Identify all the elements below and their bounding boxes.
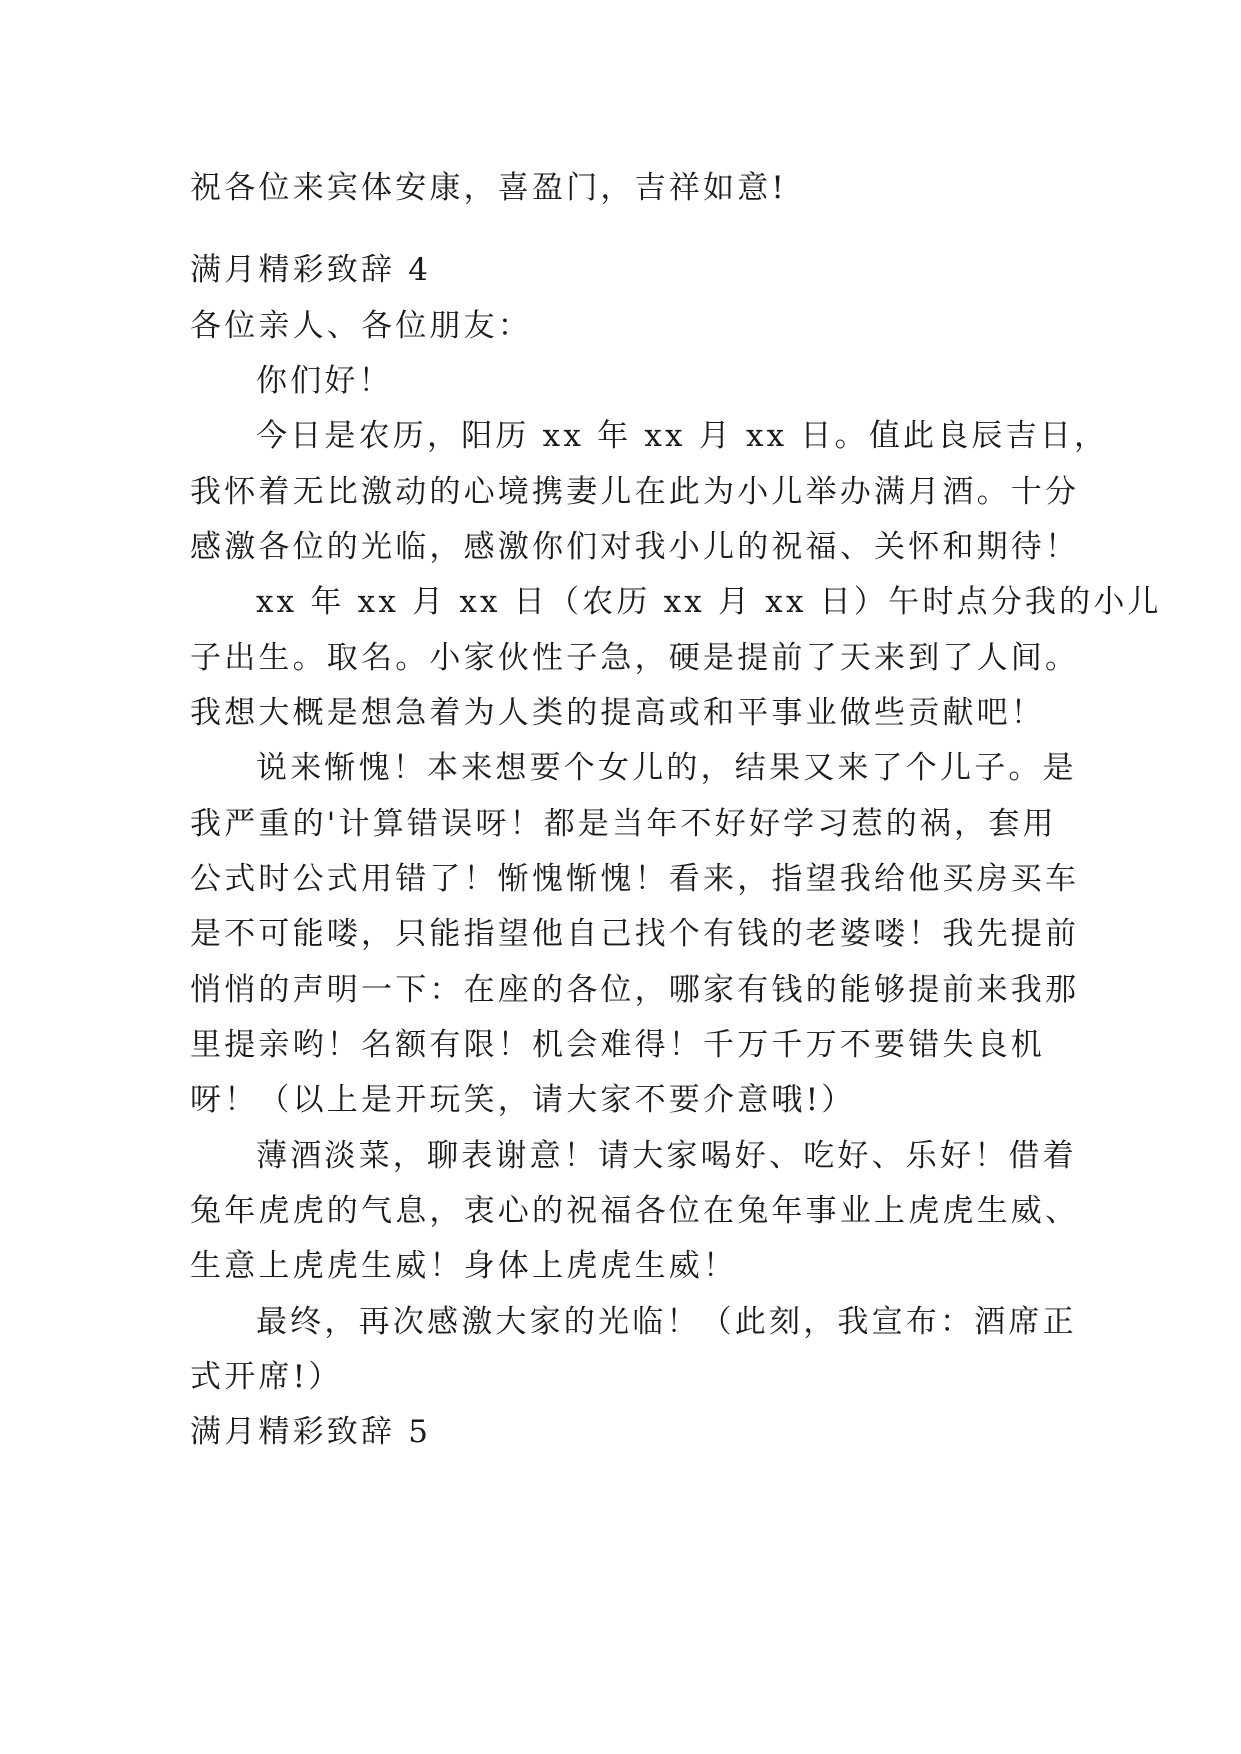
paragraph-line: 兔年虎虎的气息，衷心的祝福各位在兔年事业上虎虎生威、: [190, 1193, 1080, 1229]
paragraph-line: 悄悄的声明一下：在座的各位，哪家有钱的能够提前来我那: [190, 972, 1080, 1008]
section-heading-4: 满月精彩致辞 4: [190, 252, 432, 288]
salutation-line: 各位亲人、各位朋友：: [190, 308, 532, 344]
paragraph-line: xx 年 xx 月 xx 日（农历 xx 月 xx 日）午时点分我的小儿: [256, 584, 1162, 620]
paragraph-line: 式开席!）: [190, 1359, 343, 1395]
paragraph-line: 我怀着无比激动的心境携妻儿在此为小儿举办满月酒。十分: [190, 474, 1080, 510]
paragraph-line: 里提亲哟！名额有限！机会难得！千万千万不要错失良机: [190, 1027, 1045, 1063]
paragraph-line: 呀！（以上是开玩笑，请大家不要介意哦!）: [190, 1082, 856, 1118]
paragraph-line: 生意上虎虎生威！身体上虎虎生威！: [190, 1248, 738, 1284]
paragraph-line: 感激各位的光临，感激你们对我小儿的祝福、关怀和期待！: [190, 529, 1080, 565]
paragraph-line: 今日是农历，阳历 xx 年 xx 月 xx 日。值此良辰吉日，: [256, 418, 1109, 454]
paragraph-line: 是不可能喽，只能指望他自己找个有钱的老婆喽！我先提前: [190, 916, 1080, 952]
paragraph-line: 薄酒淡菜，聊表谢意！请大家喝好、吃好、乐好！借着: [256, 1138, 1077, 1174]
greeting-line: 你们好！: [256, 363, 393, 399]
closing-blessing-line: 祝各位来宾体安康，喜盈门，吉祥如意!: [190, 170, 788, 206]
paragraph-line: 公式时公式用错了！惭愧惭愧！看来，指望我给他买房买车: [190, 861, 1080, 897]
paragraph-line: 说来惭愧！本来想要个女儿的，结果又来了个儿子。是: [256, 750, 1077, 786]
paragraph-line: 子出生。取名。小家伙性子急，硬是提前了天来到了人间。: [190, 640, 1080, 676]
paragraph-line: 最终，再次感激大家的光临！（此刻，我宣布：酒席正: [256, 1304, 1077, 1340]
paragraph-line: 我严重的'计算错误呀！都是当年不好好学习惹的祸，套用: [190, 806, 1057, 842]
paragraph-line: 我想大概是想急着为人类的提高或和平事业做些贡献吧！: [190, 695, 1045, 731]
section-heading-5: 满月精彩致辞 5: [190, 1414, 432, 1450]
